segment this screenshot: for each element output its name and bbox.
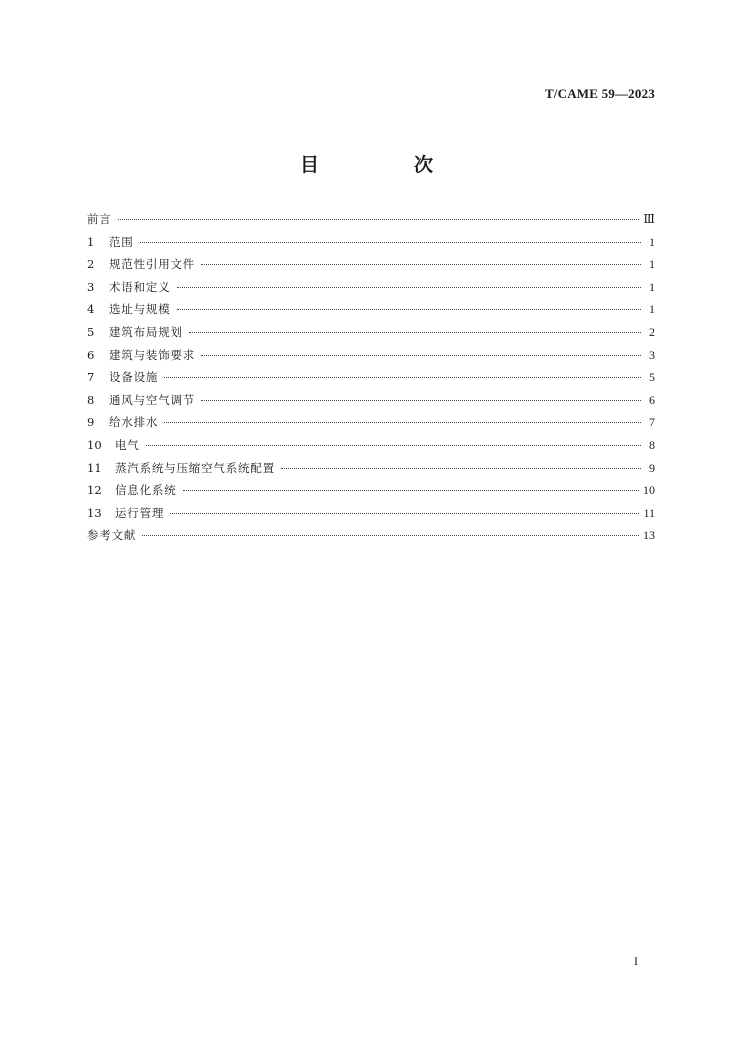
toc-entry[interactable] xyxy=(87,479,655,502)
toc-entry-page: 3 xyxy=(649,347,655,362)
toc-entry-number: 1 xyxy=(87,234,95,249)
standard-code: T/CAME 59—2023 xyxy=(544,86,655,101)
toc-entry-number: 2 xyxy=(87,257,95,272)
toc-entry-page: 2 xyxy=(649,324,655,339)
dot-leader xyxy=(164,422,641,423)
toc-entry-label: 前言 xyxy=(87,212,112,226)
page-title: 目 次 xyxy=(299,154,471,176)
toc-entry-page: Ⅲ xyxy=(643,212,655,226)
toc-entry-page: 10 xyxy=(643,483,655,498)
toc-entry-number: 11 xyxy=(87,460,102,475)
toc-entry-label: 设备设施 xyxy=(109,370,159,385)
toc-entry-number: 13 xyxy=(87,505,102,520)
dot-leader xyxy=(177,309,642,310)
toc-entry[interactable] xyxy=(87,208,655,231)
toc-entry[interactable] xyxy=(87,502,655,525)
dot-leader xyxy=(201,264,641,265)
toc-entry-page: 13 xyxy=(643,528,655,543)
toc-entry-label: 运行管理 xyxy=(115,505,165,520)
toc-entry-label: 电气 xyxy=(115,437,140,452)
toc-entry[interactable] xyxy=(87,276,655,299)
table-of-contents xyxy=(87,208,655,547)
toc-entry[interactable] xyxy=(87,298,655,321)
toc-entry-label: 蒸汽系统与压缩空气系统配置 xyxy=(115,460,275,475)
toc-entry-number: 12 xyxy=(87,483,102,498)
toc-entry[interactable] xyxy=(87,411,655,434)
toc-entry[interactable] xyxy=(87,524,655,547)
dot-leader xyxy=(201,355,641,356)
toc-entry-number: 9 xyxy=(87,415,95,430)
dot-leader xyxy=(142,535,639,536)
toc-entry-label: 建筑与装饰要求 xyxy=(109,347,196,362)
dot-leader xyxy=(118,219,640,220)
toc-entry[interactable] xyxy=(87,253,655,276)
toc-entry[interactable] xyxy=(87,366,655,389)
toc-entry-page: 1 xyxy=(649,234,655,249)
toc-entry-number: 10 xyxy=(87,437,102,452)
toc-entry-page: 1 xyxy=(649,257,655,272)
toc-entry-number: 6 xyxy=(87,347,95,362)
page-number: I xyxy=(634,954,638,968)
toc-entry-number: 7 xyxy=(87,370,95,385)
toc-entry-page: 7 xyxy=(649,415,655,430)
toc-entry-number: 4 xyxy=(87,302,95,317)
dot-leader xyxy=(164,377,641,378)
toc-entry-page: 11 xyxy=(643,505,655,520)
toc-entry-page: 1 xyxy=(649,302,655,317)
dot-leader xyxy=(140,242,641,243)
dot-leader xyxy=(183,490,640,491)
dot-leader xyxy=(281,468,641,469)
dot-leader xyxy=(170,513,639,514)
toc-entry-label: 给水排水 xyxy=(109,415,159,430)
toc-entry-label: 通风与空气调节 xyxy=(109,392,196,407)
dot-leader xyxy=(177,287,642,288)
toc-entry-page: 1 xyxy=(649,279,655,294)
dot-leader xyxy=(201,400,641,401)
toc-entry-number: 3 xyxy=(87,279,95,294)
toc-entry-label: 术语和定义 xyxy=(109,279,171,294)
dot-leader xyxy=(146,445,641,446)
toc-entry-number: 8 xyxy=(87,392,95,407)
toc-entry[interactable] xyxy=(87,231,655,254)
toc-entry-page: 9 xyxy=(649,460,655,475)
toc-entry[interactable] xyxy=(87,321,655,344)
toc-entry-label: 建筑布局规划 xyxy=(109,324,183,339)
toc-entry[interactable] xyxy=(87,389,655,412)
toc-entry[interactable] xyxy=(87,457,655,480)
toc-entry-page: 5 xyxy=(649,370,655,385)
toc-entry-page: 8 xyxy=(649,437,655,452)
toc-entry[interactable] xyxy=(87,434,655,457)
toc-entry[interactable] xyxy=(87,344,655,367)
toc-entry-label: 信息化系统 xyxy=(115,483,177,498)
dot-leader xyxy=(189,332,641,333)
toc-entry-label: 规范性引用文件 xyxy=(109,257,196,272)
toc-entry-page: 6 xyxy=(649,392,655,407)
toc-entry-label: 范围 xyxy=(109,234,134,249)
toc-entry-number: 5 xyxy=(87,324,95,339)
toc-entry-label: 选址与规模 xyxy=(109,302,171,317)
toc-entry-label: 参考文献 xyxy=(87,528,137,543)
